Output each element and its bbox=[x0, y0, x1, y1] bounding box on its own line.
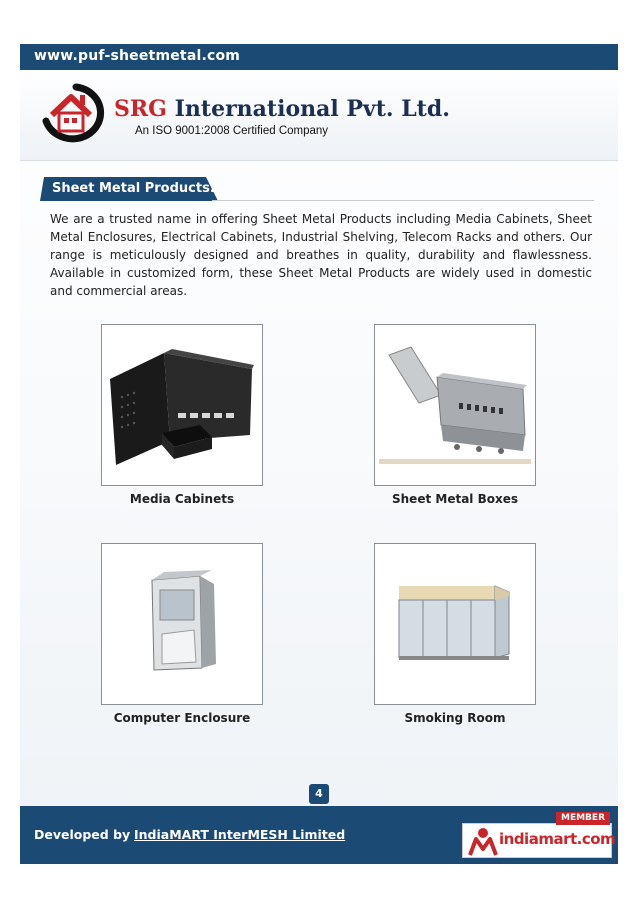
smoking-room-image bbox=[375, 544, 535, 704]
website-url[interactable]: www.puf-sheetmetal.com bbox=[34, 48, 241, 64]
indiamart-logo-icon bbox=[466, 825, 500, 856]
product-caption: Smoking Room bbox=[404, 711, 506, 725]
media-cabinet-image bbox=[102, 325, 262, 485]
footer-bar bbox=[20, 806, 618, 864]
badge-box bbox=[462, 823, 616, 858]
brand-srg: SRG bbox=[114, 96, 167, 122]
brand-rest: International Pvt. Ltd. bbox=[174, 96, 450, 122]
section-title-tab bbox=[40, 177, 218, 201]
product-caption: Computer Enclosure bbox=[113, 711, 251, 725]
section-title: Sheet Metal Products: bbox=[52, 181, 216, 196]
member-label: MEMBER bbox=[556, 812, 610, 825]
computer-enclosure-image bbox=[102, 544, 262, 704]
section-divider bbox=[212, 200, 594, 201]
badge-text: indiamart.com bbox=[499, 830, 616, 848]
intro-paragraph: We are a trusted name in offering Sheet Metal Products including Media Cabinets, Sheet Metal Enclosures, Electrical Cabinets, Industrial Shelving, Telecom Racks and others. Our range is meticulously designed and breathes in quality, durability and flawlessness. Available in customized form, these Sheet Metal Products are widely used in domestic and commercial areas. bbox=[50, 212, 592, 298]
product-image-frame bbox=[101, 324, 263, 486]
product-caption: Media Cabinets bbox=[129, 492, 235, 506]
sheet-metal-box-image bbox=[375, 325, 535, 485]
developer-link[interactable]: IndiaMART InterMESH Limited bbox=[134, 827, 346, 842]
product-caption: Sheet Metal Boxes bbox=[392, 492, 518, 506]
company-name bbox=[114, 96, 450, 122]
product-image-frame bbox=[374, 324, 536, 486]
page-number: 4 bbox=[309, 784, 329, 804]
product-image-frame bbox=[374, 543, 536, 705]
company-header bbox=[20, 70, 618, 161]
indiamart-member-badge[interactable] bbox=[462, 812, 616, 858]
company-tagline: An ISO 9001:2008 Certified Company bbox=[135, 125, 329, 137]
developed-by-label: Developed by bbox=[34, 827, 131, 842]
house-logo-icon bbox=[36, 81, 106, 145]
product-image-frame bbox=[101, 543, 263, 705]
top-bar bbox=[20, 44, 618, 70]
